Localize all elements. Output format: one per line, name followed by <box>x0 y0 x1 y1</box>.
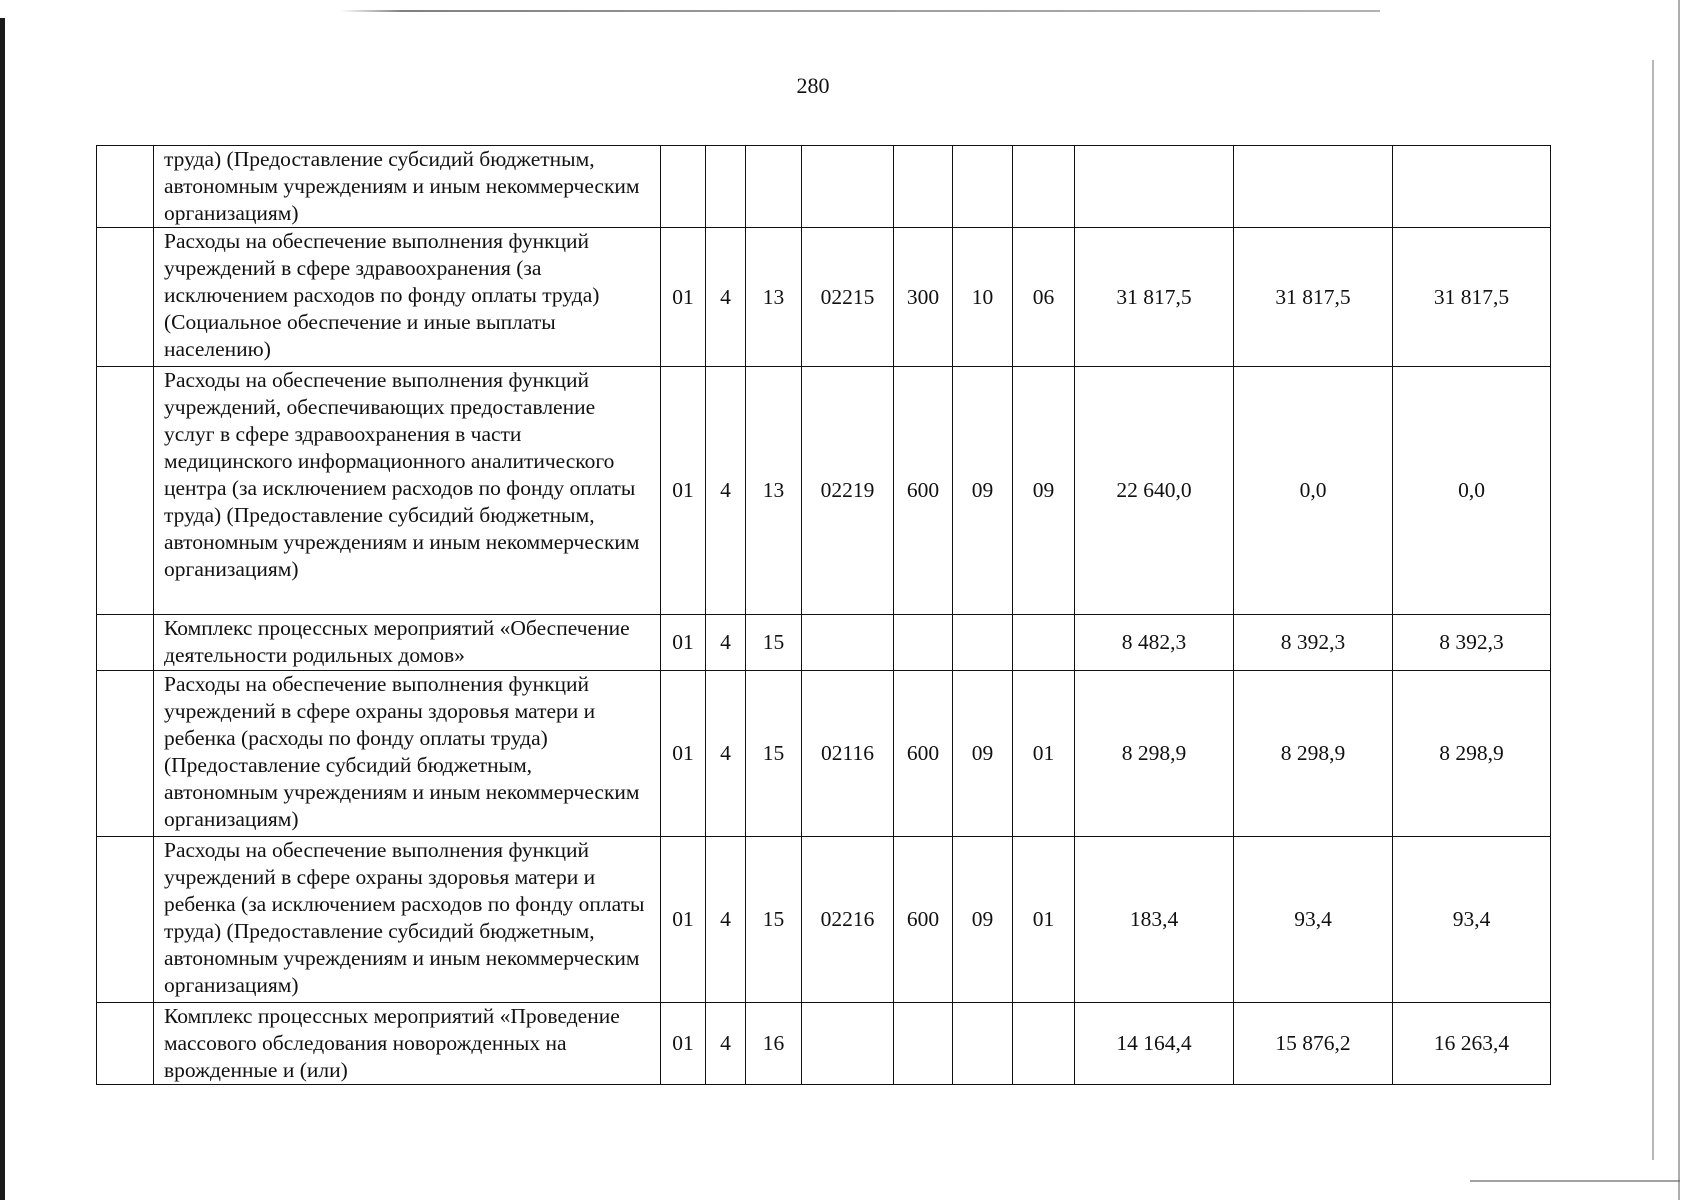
code-direction: 02116 <box>802 671 894 837</box>
row-name: Комплекс процессных мероприятий «Обеспечение деятельности родильных домов» <box>154 615 661 671</box>
code-type: 4 <box>706 671 746 837</box>
amount-year-2: 8 392,3 <box>1234 615 1393 671</box>
amount-year-3: 93,4 <box>1393 837 1551 1003</box>
amount-year-3 <box>1393 146 1551 228</box>
code-expense-type: 600 <box>894 671 953 837</box>
code-program: 01 <box>661 367 706 615</box>
code-subsection <box>1013 146 1075 228</box>
amount-year-2: 31 817,5 <box>1234 228 1393 367</box>
code-expense-type <box>894 146 953 228</box>
code-program: 01 <box>661 671 706 837</box>
row-name: Расходы на обеспечение выполнения функций учреждений в сфере охраны здоровья матери и ребенка (расходы по фонду оплаты труда) (Предоставление субсидий бюджетным, автономным учреждениям и иным некоммерческим организациям) <box>154 671 661 837</box>
code-program: 01 <box>661 228 706 367</box>
code-type <box>706 146 746 228</box>
code-section <box>953 615 1013 671</box>
code-direction: 02215 <box>802 228 894 367</box>
code-subsection <box>1013 1003 1075 1085</box>
table-row <box>97 615 1551 671</box>
page-number: 280 <box>796 73 830 98</box>
amount-year-3: 8 298,9 <box>1393 671 1551 837</box>
code-section: 10 <box>953 228 1013 367</box>
amount-year-1: 22 640,0 <box>1075 367 1234 615</box>
code-subsection: 09 <box>1013 367 1075 615</box>
row-name: труда) (Предоставление субсидий бюджетным, автономным учреждениям и иным некоммерческим организациям) <box>154 146 661 228</box>
code-direction <box>802 615 894 671</box>
empty-index-cell <box>97 228 154 367</box>
code-subprogram: 15 <box>746 837 802 1003</box>
code-direction: 02219 <box>802 367 894 615</box>
row-name: Расходы на обеспечение выполнения функций учреждений в сфере здравоохранения (за исключением расходов по фонду оплаты труда) (Социальное обеспечение и иные выплаты населению) <box>154 228 661 367</box>
amount-year-3: 8 392,3 <box>1393 615 1551 671</box>
code-type: 4 <box>706 615 746 671</box>
empty-index-cell <box>97 671 154 837</box>
amount-year-1: 8 298,9 <box>1075 671 1234 837</box>
code-type: 4 <box>706 367 746 615</box>
scan-right-line <box>1652 60 1654 1160</box>
code-expense-type: 600 <box>894 837 953 1003</box>
code-subprogram: 15 <box>746 615 802 671</box>
code-section: 09 <box>953 837 1013 1003</box>
amount-year-2 <box>1234 146 1393 228</box>
table-row <box>97 837 1551 1003</box>
code-program: 01 <box>661 615 706 671</box>
amount-year-2: 0,0 <box>1234 367 1393 615</box>
code-expense-type: 300 <box>894 228 953 367</box>
amount-year-1: 183,4 <box>1075 837 1234 1003</box>
code-subsection: 01 <box>1013 671 1075 837</box>
amount-year-3: 16 263,4 <box>1393 1003 1551 1085</box>
code-subprogram: 13 <box>746 228 802 367</box>
code-direction <box>802 1003 894 1085</box>
scan-left-edge <box>0 18 5 1200</box>
code-section <box>953 146 1013 228</box>
empty-index-cell <box>97 367 154 615</box>
amount-year-1: 31 817,5 <box>1075 228 1234 367</box>
table-row <box>97 146 1551 228</box>
scan-bottom-line <box>1470 1180 1680 1182</box>
amount-year-2: 93,4 <box>1234 837 1393 1003</box>
empty-index-cell <box>97 615 154 671</box>
code-type: 4 <box>706 1003 746 1085</box>
empty-index-cell <box>97 1003 154 1085</box>
budget-table <box>96 145 1551 1085</box>
code-program: 01 <box>661 837 706 1003</box>
code-expense-type: 600 <box>894 367 953 615</box>
code-subsection: 06 <box>1013 228 1075 367</box>
code-direction <box>802 146 894 228</box>
code-subsection: 01 <box>1013 837 1075 1003</box>
code-subsection <box>1013 615 1075 671</box>
row-name: Расходы на обеспечение выполнения функций учреждений, обеспечивающих предоставление услуг в сфере здравоохранения в части медицинского информационного аналитического центра (за исключением расходов по фонду оплаты труда) (Предоставление субсидий бюджетным, автономным учреждениям и иным некоммерческим организациям) <box>154 367 661 615</box>
amount-year-2: 15 876,2 <box>1234 1003 1393 1085</box>
amount-year-1: 14 164,4 <box>1075 1003 1234 1085</box>
code-subprogram <box>746 146 802 228</box>
code-program: 01 <box>661 1003 706 1085</box>
code-subprogram: 15 <box>746 671 802 837</box>
code-section: 09 <box>953 671 1013 837</box>
code-direction: 02216 <box>802 837 894 1003</box>
table-row <box>97 1003 1551 1085</box>
code-subprogram: 13 <box>746 367 802 615</box>
code-type: 4 <box>706 837 746 1003</box>
table-row <box>97 228 1551 367</box>
amount-year-1 <box>1075 146 1234 228</box>
amount-year-3: 0,0 <box>1393 367 1551 615</box>
row-name: Комплекс процессных мероприятий «Проведение массового обследования новорожденных на врожденные и (или) <box>154 1003 661 1085</box>
code-expense-type <box>894 1003 953 1085</box>
code-program <box>661 146 706 228</box>
code-section <box>953 1003 1013 1085</box>
code-subprogram: 16 <box>746 1003 802 1085</box>
amount-year-1: 8 482,3 <box>1075 615 1234 671</box>
code-expense-type <box>894 615 953 671</box>
empty-index-cell <box>97 837 154 1003</box>
amount-year-3: 31 817,5 <box>1393 228 1551 367</box>
amount-year-2: 8 298,9 <box>1234 671 1393 837</box>
row-name: Расходы на обеспечение выполнения функций учреждений в сфере охраны здоровья матери и ребенка (за исключением расходов по фонду оплаты труда) (Предоставление субсидий бюджетным, автономным учреждениям и иным некоммерческим организациям) <box>154 837 661 1003</box>
code-section: 09 <box>953 367 1013 615</box>
scan-top-line <box>340 10 1380 12</box>
scan-right-edge <box>1678 0 1680 1200</box>
code-type: 4 <box>706 228 746 367</box>
table-row <box>97 367 1551 615</box>
table-row <box>97 671 1551 837</box>
empty-index-cell <box>97 146 154 228</box>
